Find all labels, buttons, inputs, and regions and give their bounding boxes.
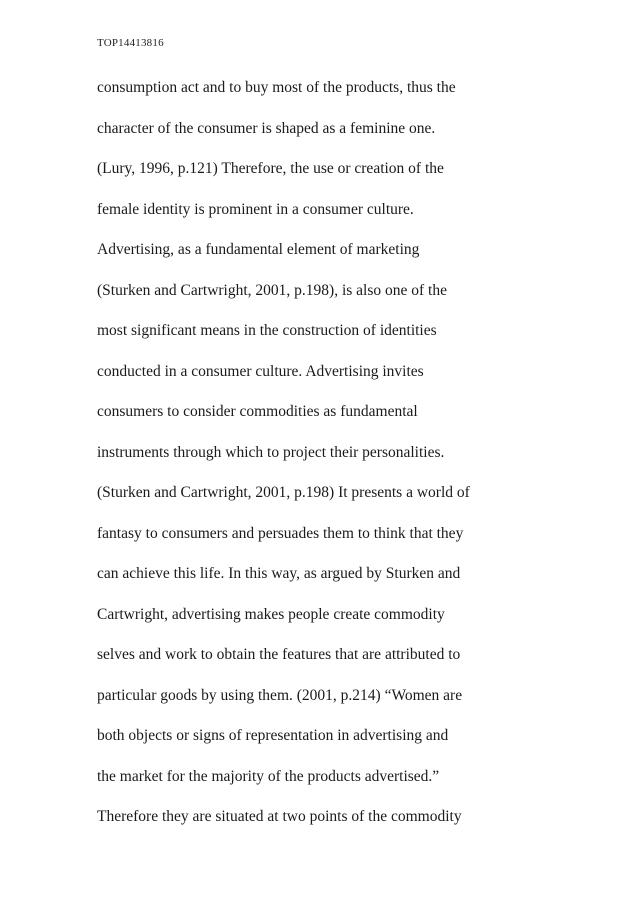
text-line: both objects or signs of representation in advertising and [97,727,449,744]
text-line: conducted in a consumer culture. Advertising invites [97,362,424,380]
text-line: instruments through which to project their personalities. [97,443,445,461]
text-line: most significant means in the construction of identities [97,322,437,339]
page-header-doc-id: TOP14413816 [97,37,164,49]
text-line: can achieve this life. In this way, as argued by Sturken and [97,565,461,582]
text-line: (Lury, 1996, p.121) Therefore, the use or creation of the [97,160,444,177]
text-line: Advertising, as a fundamental element of marketing [97,241,420,258]
text-line: (Sturken and Cartwright, 2001, p.198), is also one of the [97,281,447,299]
text-line: Cartwright, advertising makes people create commodity [97,605,445,623]
text-line: the market for the majority of the products advertised.” [97,767,440,785]
text-line: fantasy to consumers and persuades them to think that they [97,524,464,542]
text-line: (Sturken and Cartwright, 2001, p.198) It presents a world of [97,484,470,501]
body-paragraph [97,76,557,846]
text-line: consumers to consider commodities as fundamental [97,403,418,420]
text-line: selves and work to obtain the features that are attributed to [97,646,461,663]
text-line: character of the consumer is shaped as a feminine one. [97,119,436,137]
text-line: female identity is prominent in a consumer culture. [97,200,414,218]
text-line: Therefore they are situated at two points of the commodity [97,808,462,825]
text-line: particular goods by using them. (2001, p.214) “Women are [97,686,463,704]
text-line: consumption act and to buy most of the products, thus the [97,79,456,96]
